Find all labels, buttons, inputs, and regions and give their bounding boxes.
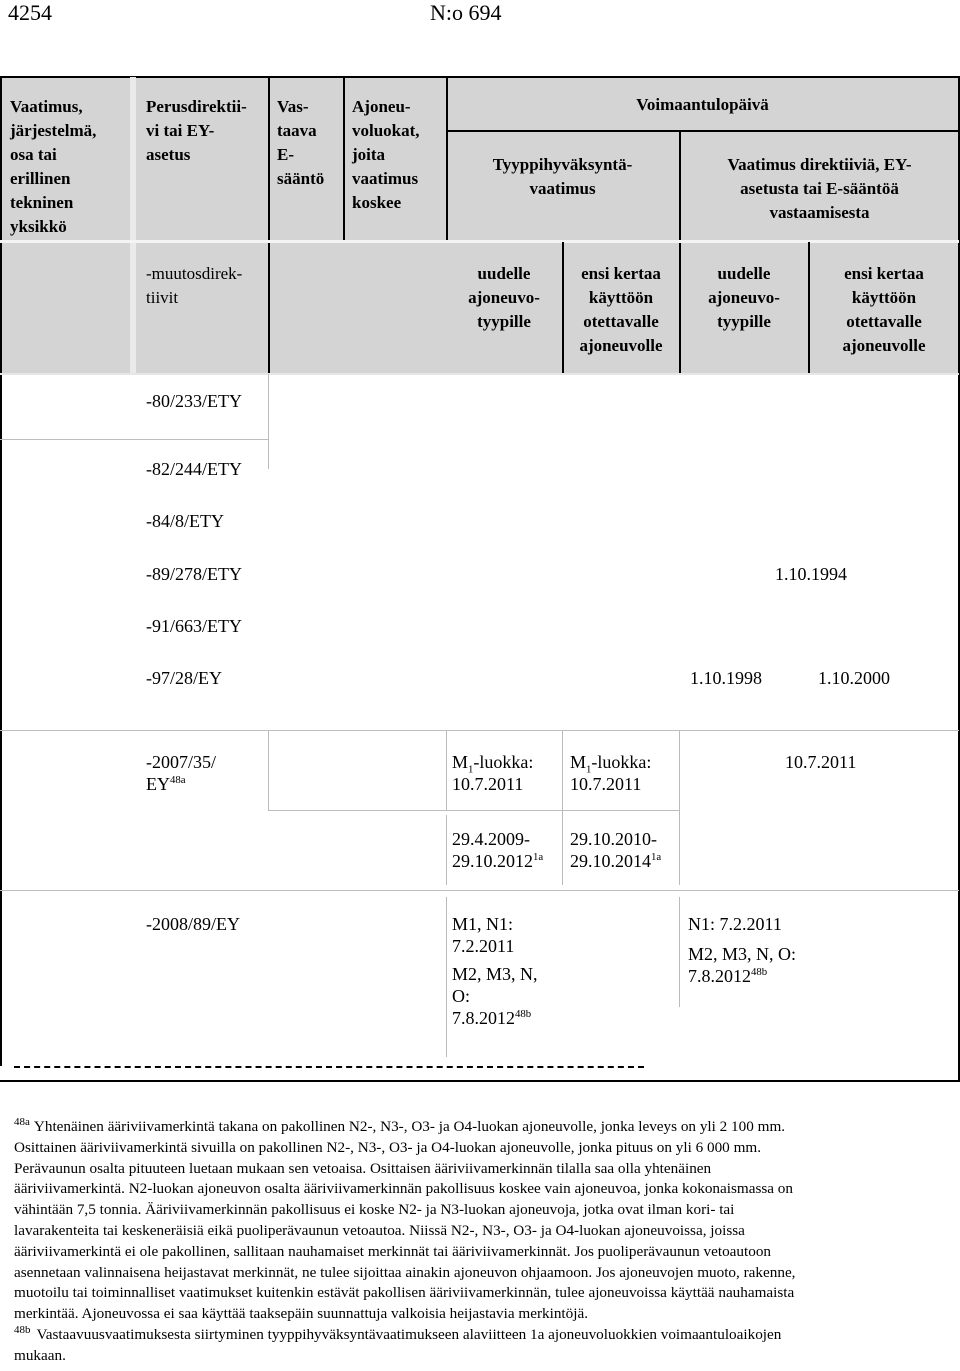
page-number: 4254 (8, 0, 52, 25)
table-top-border (0, 76, 960, 78)
class-date-cell: M1, N1: 7.2.2011 M2, M3, N, O: $7.8.2012^{48b}$ (452, 914, 538, 1028)
header-e-regulation: Vas- taava E- sääntö (277, 97, 325, 188)
table-left-border (0, 76, 2, 1066)
header-entry-into-force: Voimaantulopäivä (636, 95, 769, 114)
footnote-48a: $^{48a}$ Yhtenäinen ääriviivamerkintä takana on pakollinen N2-, N3-, O3- ja O4-luokan ajoneuvolle, jonka leveys on yli 2 100 mm. Osittainen ääriviivamerkintä sivuilla on pakollinen N2-, N3-, O3- ja O4-luokan ajoneuvolle, jonka pituus on yli 6 000 mm. Perävaunun osalta pituuteen luetaan mukaan sen vetoaisa. Osittaisen ääriviivamerkinnän tilalla saa olla yhtenäinen ääriviivamerkintä. N2-luokan ajoneuvon osalta ääriviivamerkinnän pakollisuus koskee vain ajoneuvoa, jonka kokonaismassa on vähintään 7,5 tonnia. Ääriviivamerkinnän pakollisuus ei koske N2- ja N3-luokan ajoneuvoja, jotka ovat ilman kori- tai lavarakenteita tai keskeneräisiä eikä puoliperävaunun vetoautoa. Niissä N2-, N3-, O3- ja O4-luokan ajoneuvoissa, joissa ääriviivamerkintä ei ole pakollinen, sallitaan nauhamaiset merkinnät tai ääriviivamerkinnät. Jos puoliperävaunun vetoautoon asennetaan valinnaisena heijastavat merkinnät, ne tulee sijoittaa ainakin ajoneuvon ohjaamoon. Jos ajoneuvojen muoto, rakenne, muotoilu tai toiminnalliset vaatimukset kuitenkin estävät pakollisen ääriviivamerkinnän, tulee ajoneuvoissa käyttää nauhamaista merkintää. Ajoneuvossa ei saa käyttää taaksepäin suunnattuja valkoisia heijastavia merkintöjä. (14, 1115, 796, 1323)
header-type-approval: Tyyppihyväksyntä- vaatimus (492, 155, 633, 198)
directive-row: -2008/89/EY (146, 914, 240, 934)
dashed-separator (14, 1066, 644, 1068)
header-new-type-2: uudelle ajoneuvo- tyypille (708, 264, 780, 331)
header-amending-directives: -muutosdirek- tiivit (146, 264, 243, 307)
date-range-cell: 29.10.2010- $29.10.2014^{1a}$ (570, 829, 662, 871)
header-first-registration-2: ensi kertaa käyttöön otettavalle ajoneuvolle (842, 264, 926, 355)
directive-row: -91/663/ETY (146, 616, 242, 636)
directive-row: -84/8/ETY (146, 511, 224, 531)
date-value: 1.10.1998 (690, 668, 762, 688)
directive-row: -80/233/ETY (146, 391, 242, 411)
footnote-48b: $^{48b}$ Vastaavuusvaatimuksesta siirtyminen tyyppihyväksyntävaatimukseen alaviitteen 1a ajoneuvoluokkien voimaantuloaikojen mukaan. (14, 1323, 782, 1364)
table-bottom-border (0, 1080, 960, 1082)
date-value: 1.10.1994 (775, 564, 847, 584)
header-new-type-1: uudelle ajoneuvo- tyypille (468, 264, 540, 331)
header-first-registration-1: ensi kertaa käyttöön otettavalle ajoneuvolle (579, 264, 663, 355)
class-date-cell: N1: 7.2.2011 M2, M3, N, O: $7.8.2012^{48b}$ (688, 914, 797, 986)
date-value: 10.7.2011 (785, 752, 857, 772)
header-requirement: Vaatimus, järjestelmä, osa tai erillinen tekninen yksikkö (10, 97, 97, 236)
header-compliance: Vaatimus direktiiviä, EY- asetusta tai E-sääntöä vastaamisesta (727, 155, 912, 222)
date-range-cell: 29.4.2009- $29.10.2012^{1a}$ (452, 829, 544, 871)
header-vehicle-classes: Ajoneu- voluokat, joita vaatimus koskee (352, 97, 420, 212)
date-value: 1.10.2000 (818, 668, 890, 688)
directive-row: -97/28/EY (146, 668, 222, 688)
header-base-directive: Perusdirektii- vi tai EY- asetus (146, 97, 247, 164)
directive-row: -89/278/ETY (146, 564, 242, 584)
directive-row: -2007/35/ $EY^{48a}$ (146, 752, 216, 794)
statute-reference: N:o 694 (430, 0, 502, 25)
directive-row: -82/244/ETY (146, 459, 242, 479)
class-date-cell: $M_1$-luokka: 10.7.2011 (452, 752, 534, 794)
class-date-cell: $M_1$-luokka: 10.7.2011 (570, 752, 652, 794)
